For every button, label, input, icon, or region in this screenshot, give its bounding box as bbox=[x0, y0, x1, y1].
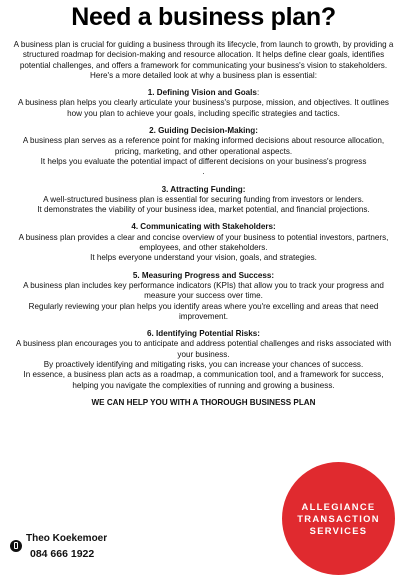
section-heading bbox=[12, 88, 395, 98]
contact-name: Theo Koekemoer bbox=[26, 533, 108, 544]
call-to-action: WE CAN HELP YOU WITH A THOROUGH BUSINESS PLAN bbox=[91, 397, 316, 407]
section-body-line: Regularly reviewing your plan helps you identify areas where you're excelling and areas that need improvement. bbox=[28, 301, 379, 321]
section-body-line: . bbox=[202, 167, 205, 177]
section-body-line: By proactively identifying and mitigating risks, you can increase your chances of success. bbox=[43, 360, 364, 370]
section-body-line: A business plan encourages you to anticipate and address potential challenges and risks associated with your business. bbox=[15, 339, 392, 359]
logo-text bbox=[282, 501, 395, 537]
logo-line: SERVICES bbox=[309, 525, 368, 536]
section-body-line: It helps you evaluate the potential impact of different decisions on your business's progress bbox=[40, 156, 367, 166]
company-logo bbox=[282, 462, 395, 575]
section-heading: 3. Attracting Funding: bbox=[161, 184, 246, 194]
lead-line: Here's a more detailed look at why a business plan is essential: bbox=[90, 70, 317, 80]
section-heading: 5. Measuring Progress and Success: bbox=[132, 270, 275, 280]
section-attracting-funding bbox=[12, 185, 395, 216]
section-heading: 6. Identifying Potential Risks: bbox=[147, 329, 260, 339]
section-body-line: In essence, a business plan acts as a roadmap, a communication tool, and a framework for success, helping you navigate the complexities of running and growing a business. bbox=[23, 370, 384, 390]
section-body-line: A business plan provides a clear and concise overview of your business to potential investors, partners, employees, and other stakeholders. bbox=[18, 232, 389, 253]
contact-phone: 084 666 1922 bbox=[30, 548, 95, 560]
section-body-line: It demonstrates the viability of your business idea, market potential, and financial projections. bbox=[37, 205, 370, 215]
section-body-line: A business plan helps you clearly articulate your business's purpose, mission, and objectives. It outlines how you plan to achieve your goals, including specific strategies and tactics. bbox=[18, 98, 389, 118]
section-body-line: A well-structured business plan is essential for securing funding from investors or lenders. bbox=[43, 194, 364, 204]
section-risks bbox=[12, 329, 395, 391]
section-heading: 4. Communicating with Stakeholders: bbox=[131, 222, 276, 232]
logo-line: ALLEGIANCE bbox=[301, 501, 376, 512]
section-body-line: It helps everyone understand your vision, goals, and strategies. bbox=[90, 253, 317, 263]
section-heading-suffix: : bbox=[256, 88, 260, 98]
logo-line: TRANSACTION bbox=[297, 513, 380, 524]
section-body-line: A business plan serves as a reference point for making informed decisions about resource allocation, pricing, marketing, and other operational aspects. bbox=[22, 136, 385, 156]
section-decision-making bbox=[12, 126, 395, 177]
contact-block bbox=[8, 533, 168, 567]
section-heading-text: 1. Defining Vision and Goals bbox=[147, 88, 257, 98]
section-heading: 2. Guiding Decision-Making: bbox=[149, 126, 258, 136]
section-measuring-progress bbox=[12, 271, 395, 322]
intro-paragraph: A business plan is crucial for guiding a business through its lifecycle, from launch to growth, by providing a structured roadmap for decision-making and resource allocation. It helps define clear goals, identifies potential challenges, and offers a framework for communicating your business's vision to stakeholders. bbox=[13, 40, 394, 70]
section-stakeholders bbox=[12, 222, 395, 263]
section-body-line: A business plan includes key performance indicators (KPIs) that allow you to track your progress and measure your success over time. bbox=[23, 280, 384, 301]
page-title: Need a business plan? bbox=[71, 3, 336, 31]
flyer-body bbox=[12, 40, 395, 408]
phone-icon bbox=[10, 540, 22, 552]
section-vision-goals bbox=[12, 88, 395, 119]
